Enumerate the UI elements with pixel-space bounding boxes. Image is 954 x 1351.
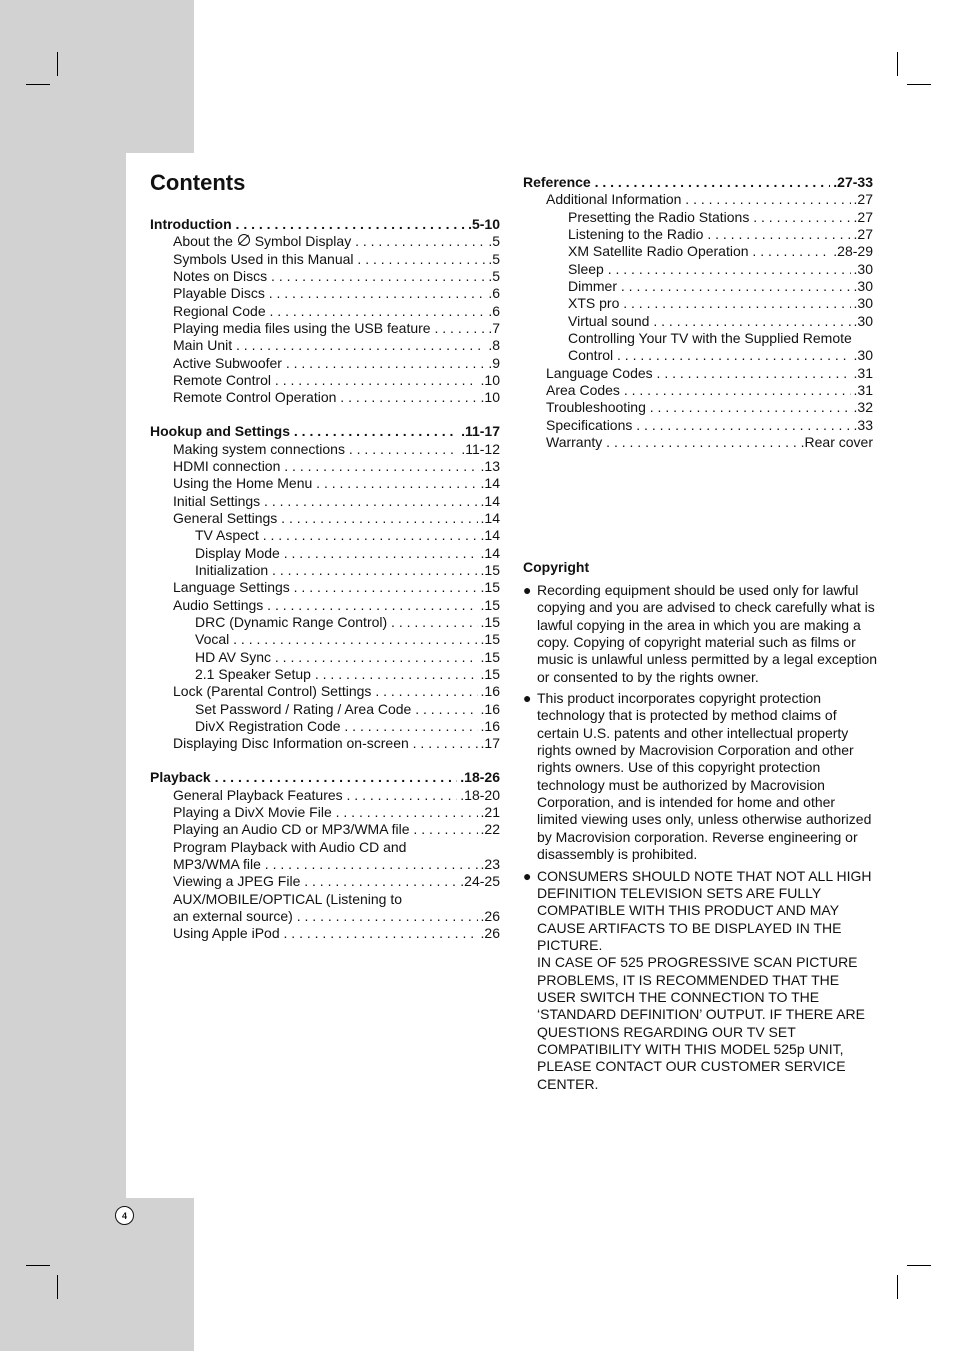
- toc-page-ref: .5-10: [465, 216, 500, 233]
- toc-page-ref: .8: [485, 337, 500, 354]
- toc-entry: [150, 735, 500, 752]
- toc-entry: [523, 330, 873, 347]
- margin-band-strip: [0, 153, 126, 1199]
- toc-entry-label: Displaying Disc Information on-screen . . .: [173, 735, 500, 752]
- toc-page-ref: .31: [851, 365, 873, 382]
- toc-entry: [150, 701, 500, 718]
- toc-entry: [150, 666, 500, 683]
- toc-entry-label: XTS pro . . .: [568, 295, 873, 312]
- copyright-section: [523, 558, 878, 1097]
- bullet-dot-icon: ●: [523, 867, 532, 884]
- toc-page-ref: .24-25: [457, 873, 500, 890]
- toc-entry-label: General Playback Features . . .: [173, 787, 500, 804]
- crop-mark: [26, 1265, 50, 1266]
- toc-section-heading: [523, 174, 873, 191]
- toc-page-ref: .28-29: [830, 243, 873, 260]
- toc-entry: [150, 597, 500, 614]
- toc-page-ref: .30: [851, 278, 873, 295]
- toc-page-ref: .23: [478, 856, 500, 873]
- copyright-paragraph: Recording equipment should be used only for lawful copying and you are advised to check carefully what is lawful copying in the area in which you are making a copy. Copying of copyright material such as films or music is unlawful unless permitted by a legal exception or consented to by the rights owner.: [537, 582, 878, 685]
- toc-entry-label: Remote Control . . .: [173, 372, 500, 389]
- toc-entry-label: Making system connections . . .: [173, 441, 500, 458]
- toc-page-ref: .27: [851, 191, 873, 208]
- toc-entry: [150, 821, 500, 838]
- toc-page-ref: .30: [851, 261, 873, 278]
- toc-page-ref: .26: [478, 908, 500, 925]
- toc-entry: [150, 458, 500, 475]
- toc-page-ref: .15: [478, 597, 500, 614]
- toc-entry-label: Additional Information . . .: [546, 191, 873, 208]
- toc-entry-label: MP3/WMA file . . .: [173, 856, 500, 873]
- page-title: Contents: [150, 170, 246, 195]
- toc-entry-label: Using Apple iPod . . .: [173, 925, 500, 942]
- toc-entry: [150, 908, 500, 925]
- toc-entry: [150, 493, 500, 510]
- crop-mark: [57, 1275, 58, 1299]
- toc-page-ref: .32: [851, 399, 873, 416]
- toc-entry: [523, 313, 873, 330]
- toc-entry-label: Playing a DivX Movie File . . .: [173, 804, 500, 821]
- toc-entry-label: DivX Registration Code . . .: [195, 718, 500, 735]
- toc-entry-label: Notes on Discs . . .: [173, 268, 500, 285]
- copyright-paragraph: CONSUMERS SHOULD NOTE THAT NOT ALL HIGH DEFINITION TELEVISION SETS ARE FULLY COMPATIBLE WITH THIS PRODUCT AND MAY CAUSE ARTIFACTS TO BE DISPLAYED IN THE PICTURE.: [537, 867, 872, 953]
- toc-entry-label: XM Satellite Radio Operation . . .: [568, 243, 873, 260]
- prohibited-icon: [238, 234, 250, 246]
- toc-page-ref: .11-12: [458, 441, 500, 458]
- page-number: 4: [115, 1206, 134, 1225]
- toc-page-ref: .16: [478, 683, 500, 700]
- toc-entry-label: Language Settings . . .: [173, 579, 500, 596]
- toc-page-ref: .33: [851, 417, 873, 434]
- toc-entry: [523, 434, 873, 451]
- toc-entry-label: Listening to the Radio . . .: [568, 226, 873, 243]
- toc-entry-label: Controlling Your TV with the Supplied Remote: [568, 330, 852, 347]
- toc-entry: [150, 527, 500, 544]
- toc-entry-label: Hookup and Settings . . .: [150, 423, 500, 440]
- toc-page-ref: .30: [851, 347, 873, 364]
- copyright-paragraph: IN CASE OF 525 PROGRESSIVE SCAN PICTURE PROBLEMS, IT IS RECOMMENDED THAT THE USER SWITCH THE CONNECTION TO THE ‘STANDARD DEFINITION’ OUTPUT. IF THERE ARE QUESTIONS REGARDING OUR TV SET COMPATIBILITY WITH THIS MODEL 525p UNIT, PLEASE CONTACT OUR CUSTOMER SERVICE CENTER.: [537, 954, 865, 1092]
- toc-page-ref: .15: [478, 666, 500, 683]
- toc-entry: [523, 417, 873, 434]
- toc-page-ref: .30: [851, 313, 873, 330]
- toc-page-ref: .14: [478, 475, 500, 492]
- toc-entry-label-part: About the: [173, 233, 237, 250]
- toc-page-ref: .6: [485, 303, 500, 320]
- toc-entry-label: 2.1 Speaker Setup . . .: [195, 666, 500, 683]
- toc-entry: [523, 226, 873, 243]
- bullet-dot-icon: ●: [523, 582, 532, 598]
- copyright-paragraph: This product incorporates copyright protection technology that is protected by method claims of certain U.S. patents and other intellectual property rights owned by Macrovision Corporation and other rights owners. Use of this copyright protection technology must be authorized by Macrovision Corporation, and is intended for home and other limited viewing uses only, unless otherwise authorized by Macrovision corporation. Reverse engineering or disassembly is prohibited.: [537, 690, 872, 863]
- toc-entry: [150, 718, 500, 735]
- toc-section-heading: [150, 769, 500, 786]
- toc-entry: [150, 268, 500, 285]
- crop-mark: [897, 1275, 898, 1299]
- toc-entry: [150, 925, 500, 942]
- toc-page-ref: .5: [485, 251, 500, 268]
- toc-entry-label: Virtual sound . . .: [568, 313, 873, 330]
- toc-entry: [150, 355, 500, 372]
- toc-entry-label: Playing an Audio CD or MP3/WMA file . . .: [173, 821, 500, 838]
- toc-page-ref: .26: [478, 925, 500, 942]
- toc-entry: [150, 562, 500, 579]
- toc-entry: [523, 278, 873, 295]
- toc-entry: [150, 649, 500, 666]
- toc-page-ref: .14: [478, 527, 500, 544]
- toc-entry-label: Playable Discs . . .: [173, 285, 500, 302]
- toc-entry-label: Using the Home Menu . . .: [173, 475, 500, 492]
- toc-entry-label: HDMI connection . . .: [173, 458, 500, 475]
- toc-page-ref: .30: [851, 295, 873, 312]
- toc-entry: [150, 631, 500, 648]
- copyright-heading: Copyright: [523, 559, 590, 575]
- toc-entry-label: Troubleshooting . . .: [546, 399, 873, 416]
- toc-page-ref: .31: [851, 382, 873, 399]
- toc-page-ref: .18-20: [457, 787, 500, 804]
- toc-entry-label: Initialization . . .: [195, 562, 500, 579]
- toc-entry: [150, 683, 500, 700]
- toc-entry-label: Regional Code . . .: [173, 303, 500, 320]
- toc-entry: [150, 441, 500, 458]
- toc-page-ref: .5: [485, 233, 500, 250]
- toc-page-ref: .9: [485, 355, 500, 372]
- toc-section-heading: [150, 216, 500, 233]
- toc-entry-label: Area Codes . . .: [546, 382, 873, 399]
- toc-entry-label: Initial Settings . . .: [173, 493, 500, 510]
- toc-entry-label: Main Unit . . .: [173, 337, 500, 354]
- toc-section-heading: [150, 423, 500, 440]
- toc-entry-label: Playing media files using the USB feature . . .: [173, 320, 500, 337]
- toc-page-ref: .18-26: [457, 769, 500, 786]
- toc-entry-label: Language Codes . . .: [546, 365, 873, 382]
- margin-band-top: [0, 0, 194, 153]
- toc-entry-label: Playback . . .: [150, 769, 500, 786]
- toc-entry: [523, 243, 873, 260]
- toc-entry: [150, 579, 500, 596]
- toc-entry: [150, 545, 500, 562]
- copyright-bullet: [523, 690, 878, 863]
- toc-entry-label: Sleep . . .: [568, 261, 873, 278]
- toc-entry: [523, 399, 873, 416]
- toc-entry: [523, 295, 873, 312]
- toc-entry: [523, 191, 873, 208]
- crop-mark: [26, 84, 50, 85]
- toc-page-ref: .15: [478, 614, 500, 631]
- toc-entry: [150, 320, 500, 337]
- toc-entry-label: Audio Settings . . .: [173, 597, 500, 614]
- copyright-bullet: [523, 868, 878, 1093]
- toc-entry-label: Warranty . . .: [546, 434, 873, 451]
- crop-mark: [57, 52, 58, 76]
- toc-page-ref: .27: [851, 226, 873, 243]
- toc-entry: [523, 261, 873, 278]
- toc-entry: [150, 787, 500, 804]
- toc-entry: [150, 337, 500, 354]
- toc-entry: [150, 285, 500, 302]
- toc-entry-label: Specifications . . .: [546, 417, 873, 434]
- toc-entry: [150, 372, 500, 389]
- toc-page-ref: .17: [478, 735, 500, 752]
- toc-entry-label: Presetting the Radio Stations . . .: [568, 209, 873, 226]
- toc-entry-label: an external source) . . .: [173, 908, 500, 925]
- margin-band-bottom: [0, 1198, 194, 1351]
- toc-page-ref: .11-17: [458, 423, 500, 440]
- toc-entry: [150, 614, 500, 631]
- toc-entry-label: Display Mode . . .: [195, 545, 500, 562]
- copyright-bullet-list: [523, 582, 878, 1093]
- toc-entry: [523, 347, 873, 364]
- toc-page-ref: .5: [485, 268, 500, 285]
- toc-entry: [150, 856, 500, 873]
- toc-entry: [150, 251, 500, 268]
- toc-page-ref: .16: [478, 718, 500, 735]
- crop-mark: [907, 84, 931, 85]
- bullet-dot-icon: ●: [523, 690, 532, 707]
- toc-page-ref: .14: [478, 493, 500, 510]
- toc-page-ref: .6: [485, 285, 500, 302]
- toc-entry-label: Introduction . . .: [150, 216, 500, 233]
- toc-page-ref: .10: [478, 372, 500, 389]
- toc-entry-label: Active Subwoofer . . .: [173, 355, 500, 372]
- toc-page-ref: .15: [478, 562, 500, 579]
- toc-entry-label: Symbols Used in this Manual . . .: [173, 251, 500, 268]
- toc-entry-label-part: Symbol Display: [250, 233, 352, 250]
- toc-page-ref: .15: [478, 579, 500, 596]
- crop-mark: [907, 1265, 931, 1266]
- toc-entry-label: [173, 233, 500, 250]
- toc-page-ref: .14: [478, 510, 500, 527]
- toc-entry-label: Reference . . .: [523, 174, 873, 191]
- crop-mark: [897, 52, 898, 76]
- toc-left-column: [150, 216, 500, 943]
- toc-page-ref: .7: [485, 320, 500, 337]
- toc-page-ref: .16: [478, 701, 500, 718]
- toc-entry: [150, 804, 500, 821]
- copyright-bullet: [523, 582, 878, 686]
- toc-page-ref: .22: [478, 821, 500, 838]
- toc-entry-label: Set Password / Rating / Area Code . . .: [195, 701, 500, 718]
- toc-entry: [523, 382, 873, 399]
- toc-page-ref: .15: [478, 631, 500, 648]
- toc-entry: [150, 510, 500, 527]
- toc-entry-label: Program Playback with Audio CD and: [173, 838, 407, 855]
- toc-entry-label: Control . . .: [568, 347, 873, 364]
- toc-entry-label: HD AV Sync . . .: [195, 649, 500, 666]
- toc-right-column: [523, 174, 873, 452]
- toc-entry: [150, 839, 500, 856]
- toc-page-ref: .27-33: [830, 174, 873, 191]
- toc-entry-label: TV Aspect . . .: [195, 527, 500, 544]
- toc-page-ref: .15: [478, 649, 500, 666]
- toc-page-ref: .21: [478, 804, 500, 821]
- toc-entry-label: General Settings . . .: [173, 510, 500, 527]
- toc-entry: [523, 209, 873, 226]
- toc-entry: [150, 873, 500, 890]
- toc-page-ref: .10: [478, 389, 500, 406]
- toc-page-ref: .14: [478, 545, 500, 562]
- toc-entry-label: Vocal . . .: [195, 631, 500, 648]
- toc-entry: [150, 389, 500, 406]
- toc-entry: [150, 233, 500, 250]
- toc-entry: [150, 475, 500, 492]
- toc-entry-label: AUX/MOBILE/OPTICAL (Listening to: [173, 890, 403, 907]
- toc-page-ref: .13: [478, 458, 500, 475]
- toc-entry-label: Viewing a JPEG File . . .: [173, 873, 500, 890]
- toc-entry: [150, 891, 500, 908]
- toc-page-ref: .Rear cover: [798, 434, 873, 451]
- toc-entry-label: Dimmer . . .: [568, 278, 873, 295]
- toc-entry-label: Lock (Parental Control) Settings . . .: [173, 683, 500, 700]
- toc-entry: [150, 303, 500, 320]
- toc-entry: [523, 365, 873, 382]
- toc-page-ref: .27: [851, 209, 873, 226]
- toc-entry-label: DRC (Dynamic Range Control) . . .: [195, 614, 500, 631]
- toc-entry-label: Remote Control Operation . . .: [173, 389, 500, 406]
